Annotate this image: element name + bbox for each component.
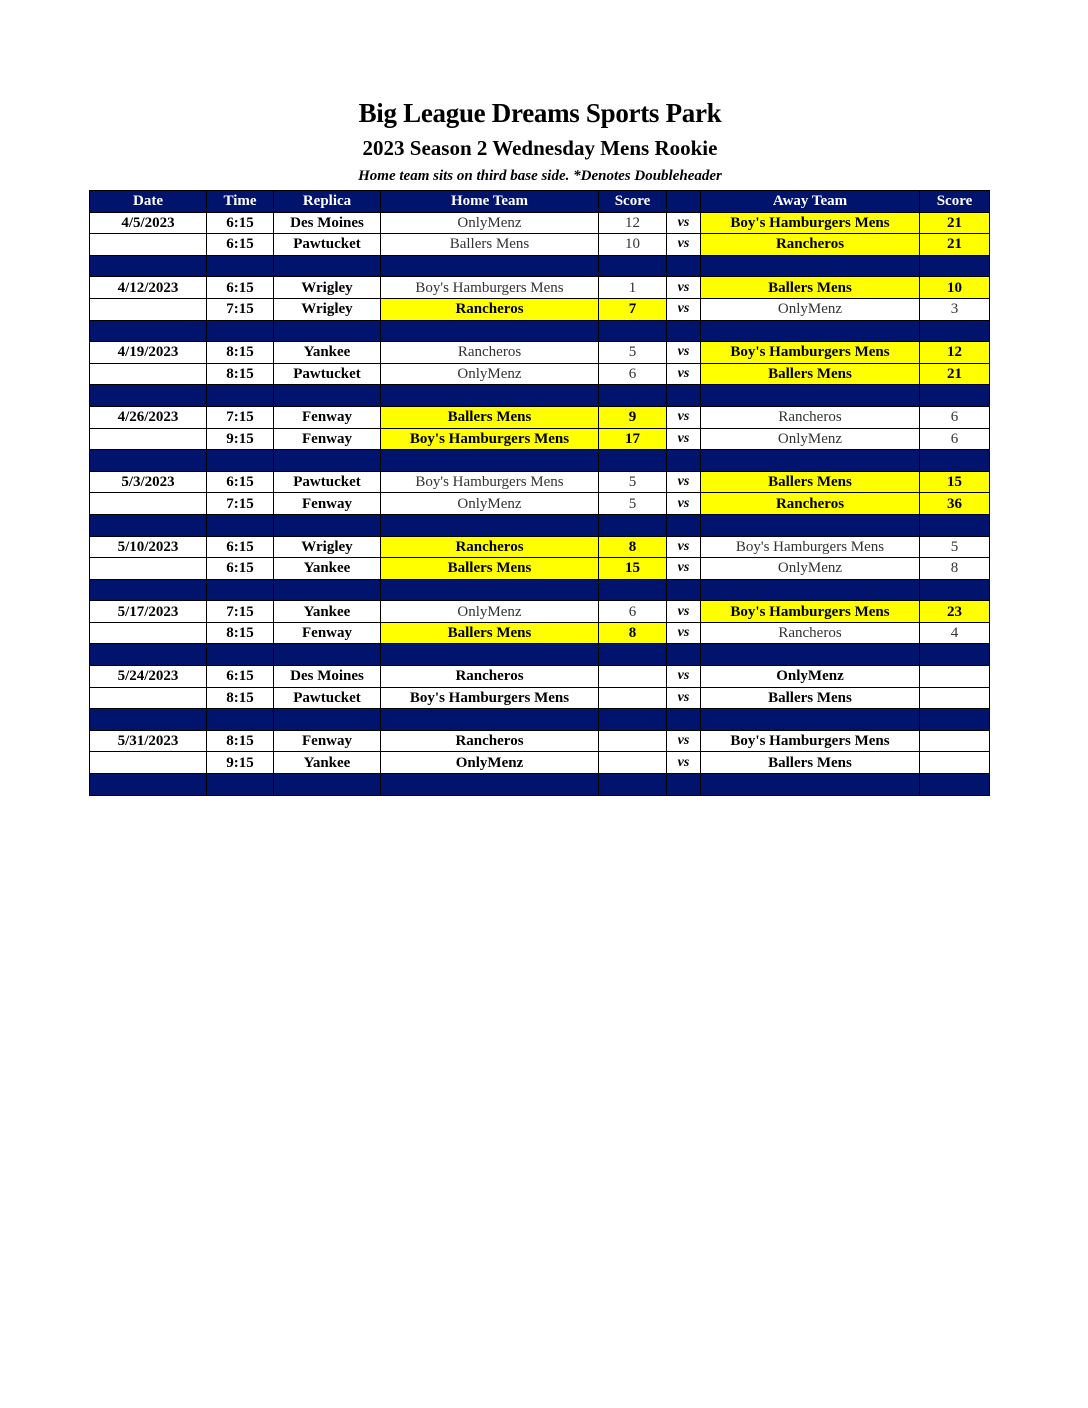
- away-team: OnlyMenz: [701, 428, 920, 450]
- game-time: 9:15: [207, 428, 274, 450]
- home-team: Rancheros: [381, 536, 599, 558]
- away-team: Rancheros: [701, 406, 920, 428]
- game-time: 6:15: [207, 471, 274, 493]
- away-team: Boy's Hamburgers Mens: [701, 536, 920, 558]
- home-team: Rancheros: [381, 342, 599, 364]
- away-score: 6: [920, 406, 990, 428]
- separator-cell: [667, 320, 701, 342]
- game-replica: Yankee: [274, 601, 381, 623]
- separator-cell: [920, 709, 990, 731]
- week-separator-row: [90, 255, 990, 277]
- separator-cell: [599, 385, 667, 407]
- away-score: [920, 666, 990, 688]
- game-replica: Fenway: [274, 428, 381, 450]
- away-team: Ballers Mens: [701, 752, 920, 774]
- away-score: 5: [920, 536, 990, 558]
- away-score: 21: [920, 363, 990, 385]
- game-date: 5/24/2023: [90, 666, 207, 688]
- home-score: 15: [599, 558, 667, 580]
- separator-cell: [274, 255, 381, 277]
- game-time: 7:15: [207, 298, 274, 320]
- separator-cell: [701, 320, 920, 342]
- game-date: 5/10/2023: [90, 536, 207, 558]
- table-row: [90, 342, 990, 364]
- away-score: 23: [920, 601, 990, 623]
- game-time: 6:15: [207, 666, 274, 688]
- game-time: 6:15: [207, 212, 274, 234]
- game-replica: Yankee: [274, 752, 381, 774]
- game-date: [90, 493, 207, 515]
- separator-cell: [90, 514, 207, 536]
- away-score: 15: [920, 471, 990, 493]
- col-vs-header: [667, 191, 701, 213]
- game-replica: Yankee: [274, 558, 381, 580]
- game-replica: Wrigley: [274, 536, 381, 558]
- separator-cell: [920, 774, 990, 796]
- separator-cell: [90, 579, 207, 601]
- game-time: 8:15: [207, 730, 274, 752]
- week-separator-row: [90, 385, 990, 407]
- week-separator-row: [90, 450, 990, 472]
- separator-cell: [599, 709, 667, 731]
- game-replica: Fenway: [274, 622, 381, 644]
- away-team: Rancheros: [701, 234, 920, 256]
- separator-cell: [667, 644, 701, 666]
- home-score: 6: [599, 363, 667, 385]
- away-team: Ballers Mens: [701, 277, 920, 299]
- home-score: 8: [599, 622, 667, 644]
- table-row: [90, 622, 990, 644]
- away-team: Boy's Hamburgers Mens: [701, 601, 920, 623]
- home-team: Rancheros: [381, 298, 599, 320]
- away-team: Ballers Mens: [701, 471, 920, 493]
- game-replica: Yankee: [274, 342, 381, 364]
- game-date: 5/31/2023: [90, 730, 207, 752]
- game-date: [90, 428, 207, 450]
- home-team: Ballers Mens: [381, 406, 599, 428]
- vs-label: vs: [667, 752, 701, 774]
- separator-cell: [90, 320, 207, 342]
- game-replica: Fenway: [274, 406, 381, 428]
- game-time: 9:15: [207, 752, 274, 774]
- game-time: 7:15: [207, 493, 274, 515]
- home-score: [599, 687, 667, 709]
- separator-cell: [381, 320, 599, 342]
- separator-cell: [599, 255, 667, 277]
- week-separator-row: [90, 709, 990, 731]
- away-score: 6: [920, 428, 990, 450]
- away-team: Ballers Mens: [701, 687, 920, 709]
- vs-label: vs: [667, 277, 701, 299]
- separator-cell: [920, 514, 990, 536]
- home-team: Rancheros: [381, 730, 599, 752]
- schedule-table: [89, 190, 990, 796]
- home-score: [599, 730, 667, 752]
- away-score: 36: [920, 493, 990, 515]
- col-away-team-header: Away Team: [701, 191, 920, 213]
- separator-cell: [381, 255, 599, 277]
- home-team: Rancheros: [381, 666, 599, 688]
- col-home-team-header: Home Team: [381, 191, 599, 213]
- separator-cell: [90, 255, 207, 277]
- away-team: OnlyMenz: [701, 666, 920, 688]
- separator-cell: [667, 579, 701, 601]
- vs-label: vs: [667, 234, 701, 256]
- game-time: 6:15: [207, 277, 274, 299]
- away-score: [920, 687, 990, 709]
- separator-cell: [381, 709, 599, 731]
- table-row: [90, 536, 990, 558]
- separator-cell: [701, 709, 920, 731]
- home-score: 5: [599, 493, 667, 515]
- home-team: Boy's Hamburgers Mens: [381, 687, 599, 709]
- separator-cell: [599, 774, 667, 796]
- separator-cell: [381, 644, 599, 666]
- separator-cell: [667, 385, 701, 407]
- game-time: 6:15: [207, 536, 274, 558]
- col-home-score-header: Score: [599, 191, 667, 213]
- separator-cell: [274, 385, 381, 407]
- home-team: OnlyMenz: [381, 601, 599, 623]
- game-date: [90, 363, 207, 385]
- game-date: 5/3/2023: [90, 471, 207, 493]
- game-time: 8:15: [207, 622, 274, 644]
- game-date: 4/26/2023: [90, 406, 207, 428]
- page-subtitle: 2023 Season 2 Wednesday Mens Rookie: [362, 136, 718, 160]
- separator-cell: [207, 320, 274, 342]
- table-row: [90, 730, 990, 752]
- home-score: 7: [599, 298, 667, 320]
- separator-cell: [207, 385, 274, 407]
- separator-cell: [381, 579, 599, 601]
- separator-cell: [207, 514, 274, 536]
- separator-cell: [920, 320, 990, 342]
- game-date: [90, 298, 207, 320]
- col-away-score-header: Score: [920, 191, 990, 213]
- separator-cell: [207, 255, 274, 277]
- separator-cell: [667, 450, 701, 472]
- home-score: 6: [599, 601, 667, 623]
- game-date: 4/19/2023: [90, 342, 207, 364]
- away-score: [920, 752, 990, 774]
- home-score: 17: [599, 428, 667, 450]
- table-row: [90, 666, 990, 688]
- home-team: Boy's Hamburgers Mens: [381, 471, 599, 493]
- game-replica: Wrigley: [274, 298, 381, 320]
- separator-cell: [381, 450, 599, 472]
- home-score: 12: [599, 212, 667, 234]
- away-score: 21: [920, 212, 990, 234]
- separator-cell: [381, 514, 599, 536]
- away-score: 21: [920, 234, 990, 256]
- week-separator-row: [90, 514, 990, 536]
- separator-cell: [701, 255, 920, 277]
- table-row: [90, 471, 990, 493]
- game-replica: Des Moines: [274, 212, 381, 234]
- separator-cell: [701, 644, 920, 666]
- separator-cell: [207, 774, 274, 796]
- game-date: [90, 558, 207, 580]
- separator-cell: [667, 255, 701, 277]
- separator-cell: [599, 320, 667, 342]
- separator-cell: [207, 450, 274, 472]
- home-team: OnlyMenz: [381, 363, 599, 385]
- vs-label: vs: [667, 212, 701, 234]
- col-date-header: Date: [90, 191, 207, 213]
- vs-label: vs: [667, 298, 701, 320]
- game-replica: Pawtucket: [274, 363, 381, 385]
- home-score: 5: [599, 471, 667, 493]
- separator-cell: [667, 514, 701, 536]
- week-separator-row: [90, 644, 990, 666]
- game-date: [90, 687, 207, 709]
- game-date: 5/17/2023: [90, 601, 207, 623]
- table-row: [90, 298, 990, 320]
- table-row: [90, 406, 990, 428]
- game-date: [90, 234, 207, 256]
- away-team: Boy's Hamburgers Mens: [701, 342, 920, 364]
- game-time: 7:15: [207, 601, 274, 623]
- table-row: [90, 558, 990, 580]
- week-separator-row: [90, 320, 990, 342]
- home-score: 10: [599, 234, 667, 256]
- away-team: OnlyMenz: [701, 298, 920, 320]
- game-date: [90, 752, 207, 774]
- schedule-note: Home team sits on third base side. *Denotes Doubleheader: [358, 168, 722, 184]
- separator-cell: [599, 514, 667, 536]
- separator-cell: [274, 320, 381, 342]
- separator-cell: [90, 644, 207, 666]
- game-date: 4/5/2023: [90, 212, 207, 234]
- separator-cell: [90, 709, 207, 731]
- home-score: 8: [599, 536, 667, 558]
- home-team: Ballers Mens: [381, 622, 599, 644]
- vs-label: vs: [667, 687, 701, 709]
- game-replica: Wrigley: [274, 277, 381, 299]
- separator-cell: [90, 385, 207, 407]
- home-score: [599, 666, 667, 688]
- home-team: OnlyMenz: [381, 493, 599, 515]
- game-date: [90, 622, 207, 644]
- separator-cell: [667, 709, 701, 731]
- week-separator-row: [90, 774, 990, 796]
- separator-cell: [599, 644, 667, 666]
- home-score: 5: [599, 342, 667, 364]
- away-team: Rancheros: [701, 493, 920, 515]
- home-score: [599, 752, 667, 774]
- page-title: Big League Dreams Sports Park: [358, 98, 722, 128]
- game-replica: Fenway: [274, 493, 381, 515]
- separator-cell: [274, 709, 381, 731]
- separator-cell: [701, 774, 920, 796]
- separator-cell: [701, 514, 920, 536]
- away-team: Boy's Hamburgers Mens: [701, 212, 920, 234]
- table-row: [90, 428, 990, 450]
- table-row: [90, 363, 990, 385]
- separator-cell: [599, 450, 667, 472]
- vs-label: vs: [667, 666, 701, 688]
- game-date: 4/12/2023: [90, 277, 207, 299]
- game-time: 7:15: [207, 406, 274, 428]
- separator-cell: [920, 385, 990, 407]
- separator-cell: [274, 774, 381, 796]
- vs-label: vs: [667, 428, 701, 450]
- game-replica: Des Moines: [274, 666, 381, 688]
- away-score: [920, 730, 990, 752]
- game-replica: Pawtucket: [274, 687, 381, 709]
- game-time: 8:15: [207, 342, 274, 364]
- vs-label: vs: [667, 471, 701, 493]
- home-score: 9: [599, 406, 667, 428]
- week-separator-row: [90, 579, 990, 601]
- separator-cell: [920, 644, 990, 666]
- vs-label: vs: [667, 342, 701, 364]
- table-row: [90, 234, 990, 256]
- table-row: [90, 277, 990, 299]
- vs-label: vs: [667, 622, 701, 644]
- away-team: OnlyMenz: [701, 558, 920, 580]
- table-row: [90, 687, 990, 709]
- vs-label: vs: [667, 493, 701, 515]
- separator-cell: [274, 450, 381, 472]
- col-time-header: Time: [207, 191, 274, 213]
- separator-cell: [207, 644, 274, 666]
- home-score: 1: [599, 277, 667, 299]
- table-row: [90, 752, 990, 774]
- game-time: 8:15: [207, 363, 274, 385]
- away-score: 8: [920, 558, 990, 580]
- separator-cell: [701, 579, 920, 601]
- away-score: 4: [920, 622, 990, 644]
- vs-label: vs: [667, 406, 701, 428]
- game-time: 8:15: [207, 687, 274, 709]
- separator-cell: [381, 774, 599, 796]
- home-team: Ballers Mens: [381, 234, 599, 256]
- separator-cell: [701, 385, 920, 407]
- away-score: 12: [920, 342, 990, 364]
- table-row: [90, 212, 990, 234]
- game-replica: Pawtucket: [274, 234, 381, 256]
- separator-cell: [274, 514, 381, 536]
- home-team: OnlyMenz: [381, 752, 599, 774]
- home-team: Boy's Hamburgers Mens: [381, 277, 599, 299]
- vs-label: vs: [667, 558, 701, 580]
- separator-cell: [701, 450, 920, 472]
- separator-cell: [90, 774, 207, 796]
- away-team: Ballers Mens: [701, 363, 920, 385]
- vs-label: vs: [667, 363, 701, 385]
- table-row: [90, 493, 990, 515]
- game-time: 6:15: [207, 234, 274, 256]
- away-team: Rancheros: [701, 622, 920, 644]
- separator-cell: [920, 450, 990, 472]
- home-team: OnlyMenz: [381, 212, 599, 234]
- separator-cell: [274, 644, 381, 666]
- separator-cell: [920, 255, 990, 277]
- schedule-body: [90, 212, 990, 795]
- away-score: 10: [920, 277, 990, 299]
- separator-cell: [274, 579, 381, 601]
- away-team: Boy's Hamburgers Mens: [701, 730, 920, 752]
- game-replica: Fenway: [274, 730, 381, 752]
- game-time: 6:15: [207, 558, 274, 580]
- separator-cell: [920, 579, 990, 601]
- separator-cell: [207, 709, 274, 731]
- away-score: 3: [920, 298, 990, 320]
- home-team: Ballers Mens: [381, 558, 599, 580]
- separator-cell: [667, 774, 701, 796]
- separator-cell: [207, 579, 274, 601]
- vs-label: vs: [667, 730, 701, 752]
- game-replica: Pawtucket: [274, 471, 381, 493]
- separator-cell: [90, 450, 207, 472]
- vs-label: vs: [667, 536, 701, 558]
- col-replica-header: Replica: [274, 191, 381, 213]
- separator-cell: [381, 385, 599, 407]
- table-header-row: [90, 191, 990, 213]
- table-row: [90, 601, 990, 623]
- vs-label: vs: [667, 601, 701, 623]
- separator-cell: [599, 579, 667, 601]
- home-team: Boy's Hamburgers Mens: [381, 428, 599, 450]
